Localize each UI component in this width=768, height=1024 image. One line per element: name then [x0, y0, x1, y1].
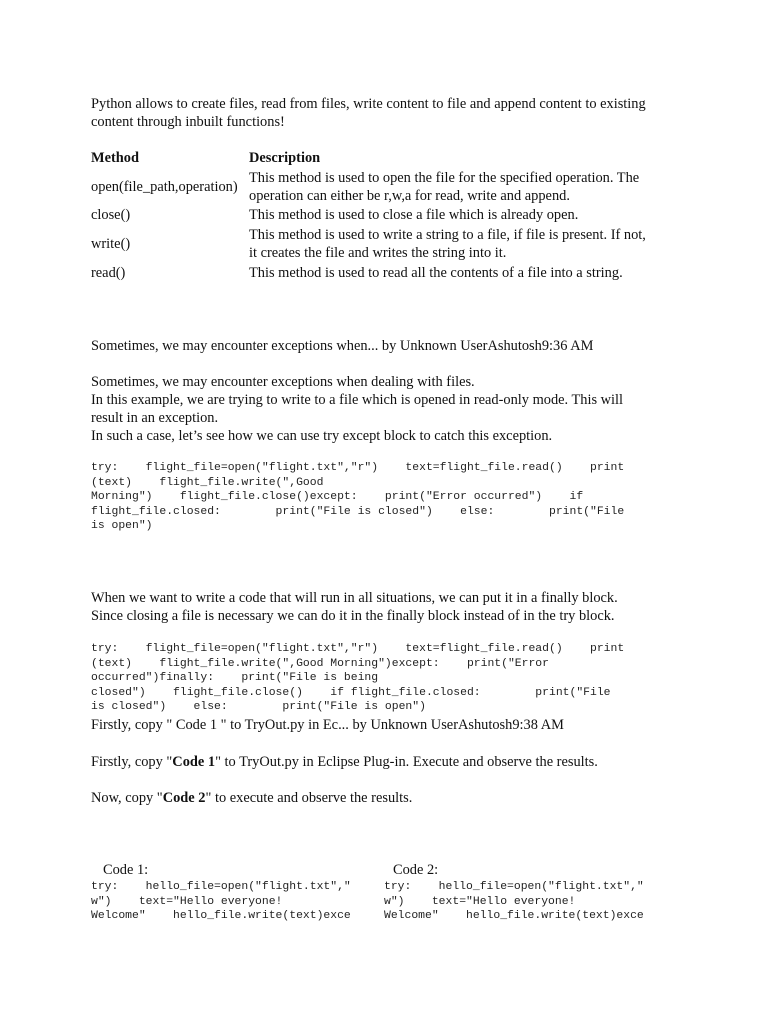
paragraph-line: result in an exception. — [91, 410, 219, 426]
code-line: Morning") flight_file.close()except: print("Error occurred") if — [91, 491, 584, 503]
code-line: is open") — [91, 520, 153, 532]
comment-line: Sometimes, we may encounter exceptions when... by Unknown UserAshutosh9:36 AM — [91, 338, 594, 354]
table-cell-description: This method is used to read all the contents of a file into a string. — [249, 265, 623, 281]
code-line: w") text="Hello everyone! — [91, 895, 283, 908]
code-2-title: Code 2: — [393, 862, 439, 878]
paragraph-line: Firstly, copy "Code 1" to TryOut.py in Eclipse Plug-in. Execute and observe the results. — [91, 754, 598, 770]
code-line: try: hello_file=open("flight.txt"," — [384, 881, 644, 893]
code-line: is closed") else: print("File is open") — [91, 701, 426, 713]
code-line: w") text="Hello everyone! — [384, 895, 576, 908]
code-line: try: flight_file=open("flight.txt","r") text=flight_file.read() print — [91, 462, 625, 474]
code-line: try: hello_file=open("flight.txt"," — [91, 881, 351, 893]
code-line: Welcome" hello_file.write(text)exce — [384, 910, 644, 922]
code-1-title: Code 1: — [103, 862, 149, 878]
code-line: Welcome" hello_file.write(text)exce — [91, 910, 351, 922]
paragraph-line: In such a case, let’s see how we can use try except block to catch this exception. — [91, 428, 553, 444]
comment-line: Firstly, copy " Code 1 " to TryOut.py in Ec... by Unknown UserAshutosh9:38 AM — [91, 717, 564, 733]
intro-line-1: Python allows to create files, read from files, write content to file and append content to existing — [91, 96, 646, 112]
code-line: flight_file.closed: print("File is closed") else: print("File — [91, 505, 625, 518]
table-cell-description: operation can either be r,w,a for read, write and append. — [249, 188, 570, 204]
table-cell-description: This method is used to open the file for the specified operation. The — [249, 170, 640, 186]
table-cell-description: This method is used to close a file which is already open. — [249, 207, 579, 223]
table-cell-method: open(file_path,operation) — [91, 179, 238, 195]
table-cell-description: This method is used to write a string to a file, if file is present. If not, — [249, 227, 646, 243]
paragraph-line: In this example, we are trying to write to a file which is opened in read-only mode. This will — [91, 392, 624, 408]
table-cell-description: it creates the file and writes the string into it. — [249, 245, 507, 261]
table-header-method: Method — [91, 150, 139, 166]
code-line: closed") flight_file.close() if flight_file.closed: print("File — [91, 686, 611, 699]
table-header-description: Description — [249, 150, 321, 166]
paragraph-line: Since closing a file is necessary we can do it in the finally block instead of in the try block. — [91, 608, 615, 624]
code-line: (text) flight_file.write(",Good Morning")except: print("Error — [91, 657, 549, 670]
table-cell-method: write() — [91, 236, 131, 252]
code-line: occurred")finally: print("File is being — [91, 672, 379, 684]
code-line: (text) flight_file.write(",Good — [91, 476, 324, 489]
paragraph-line: Now, copy "Code 2" to execute and observe the results. — [91, 790, 413, 806]
paragraph-line: Sometimes, we may encounter exceptions when dealing with files. — [91, 374, 475, 390]
table-cell-method: close() — [91, 207, 131, 223]
intro-line-2: content through inbuilt functions! — [91, 114, 285, 130]
code-line: try: flight_file=open("flight.txt","r") text=flight_file.read() print — [91, 643, 625, 655]
table-cell-method: read() — [91, 265, 126, 281]
paragraph-line: When we want to write a code that will run in all situations, we can put it in a finally block. — [91, 590, 618, 606]
